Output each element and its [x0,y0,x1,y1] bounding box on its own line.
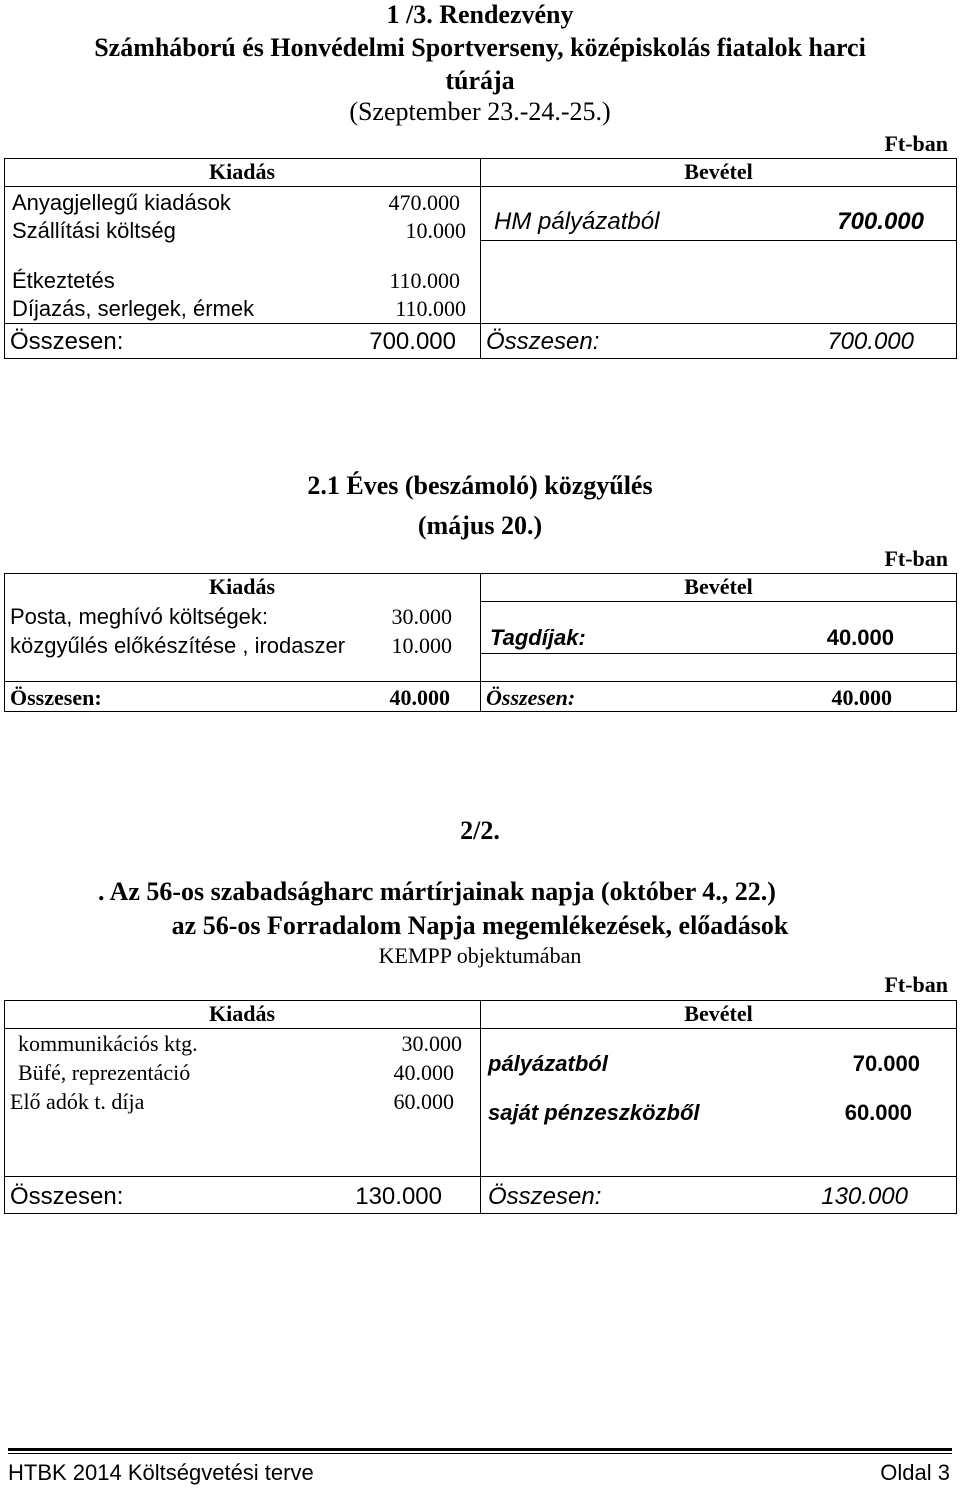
expense-value: 110.000 [395,296,466,321]
expense-label: Posta, meghívó költségek: [10,604,269,629]
expense-label: Szállítási költség [12,218,176,243]
income-value: 70.000 [852,1051,920,1076]
expense-value: 470.000 [388,190,460,215]
footer-page-number: Oldal 3 [880,1460,950,1485]
section-1-total-label-left: Összesen: [10,328,124,355]
expense-label: közgyűlés előkészítése , irodaszer [10,633,346,658]
expense-value: 40.000 [393,1060,454,1085]
income-label: Tagdíjak: [490,625,586,650]
section-2-total-label-left: Összesen: [10,685,102,710]
income-label: pályázatból [488,1051,608,1076]
section-3-title: . Az 56-os szabadságharc mártírjainak napja (október 4., 22.) [98,877,776,906]
section-3-header-divider [4,1028,957,1029]
section-3-total-value-left: 130.000 [355,1183,442,1210]
footer-rule-thin [8,1453,952,1454]
income-value: 700.000 [837,208,924,235]
section-3-total-label-left: Összesen: [10,1183,124,1210]
section-2-income-header-divider [480,601,957,602]
section-1-income-divider [480,240,957,241]
income-value: 60.000 [844,1100,912,1125]
section-1-total-label-right: Összesen: [486,328,600,355]
footer-rule [8,1448,952,1451]
expense-value: 110.000 [389,268,460,293]
expense-label: Étkeztetés [12,268,115,293]
section-1-dates: (Szeptember 23.-24.-25.) [349,97,611,126]
section-2-unit: Ft-ban [884,546,948,571]
expense-value: 30.000 [401,1031,462,1056]
expense-value: 10.000 [391,633,452,658]
income-label: saját pénzeszközből [488,1100,700,1125]
section-3-number: 2/2. [460,816,500,845]
expense-label: Elő adók t. díja [10,1089,145,1114]
section-3-column-divider [480,1000,481,1214]
section-2-title: 2.1 Éves (beszámoló) közgyűlés [307,471,653,500]
section-3-location: KEMPP objektumában [378,943,582,968]
section-3-total-label-right: Összesen: [488,1183,602,1210]
income-label: HM pályázatból [494,208,660,235]
section-2-total-value-right: 40.000 [831,685,892,710]
section-2-dates: (május 20.) [417,511,543,540]
section-2-total-value-left: 40.000 [389,685,450,710]
section-3-subtitle: az 56-os Forradalom Napja megemlékezések, előadások [171,911,789,940]
section-2-bevetel-header: Bevétel [684,574,753,599]
section-1-subtitle-line2: túrája [445,66,515,95]
section-1-header-divider [4,186,957,187]
section-2-total-label-right: Összesen: [486,685,576,710]
section-3-unit: Ft-ban [884,972,948,997]
expense-value: 10.000 [405,218,466,243]
expense-label: kommunikációs ktg. [18,1031,198,1056]
section-2-total-divider [4,681,957,682]
expense-value: 60.000 [393,1089,454,1114]
section-2-income-divider [480,653,957,654]
section-3-kiadas-header: Kiadás [208,1001,276,1026]
section-2-kiadas-header: Kiadás [208,574,276,599]
section-1-subtitle-line1: Számháború és Honvédelmi Sportverseny, középiskolás fiatalok harci [94,33,866,62]
section-1-total-value-right: 700.000 [827,328,914,355]
expense-label: Díjazás, serlegek, érmek [12,296,255,321]
section-1-column-divider [480,158,481,359]
expense-value: 30.000 [391,604,452,629]
section-1-unit: Ft-ban [884,131,948,156]
section-3-total-divider [4,1176,957,1177]
expense-label: Anyagjellegű kiadások [12,190,231,215]
section-1-total-divider [4,323,957,324]
section-1-bevetel-header: Bevétel [684,159,753,184]
footer-document-title: HTBK 2014 Költségvetési terve [8,1460,314,1485]
section-1-kiadas-header: Kiadás [208,159,276,184]
expense-label: Büfé, reprezentáció [18,1060,191,1085]
section-1-total-value-left: 700.000 [369,328,456,355]
income-value: 40.000 [826,625,894,650]
section-3-bevetel-header: Bevétel [684,1001,753,1026]
section-3-total-value-right: 130.000 [821,1183,908,1210]
section-1-title: 1 /3. Rendezvény [386,0,574,29]
